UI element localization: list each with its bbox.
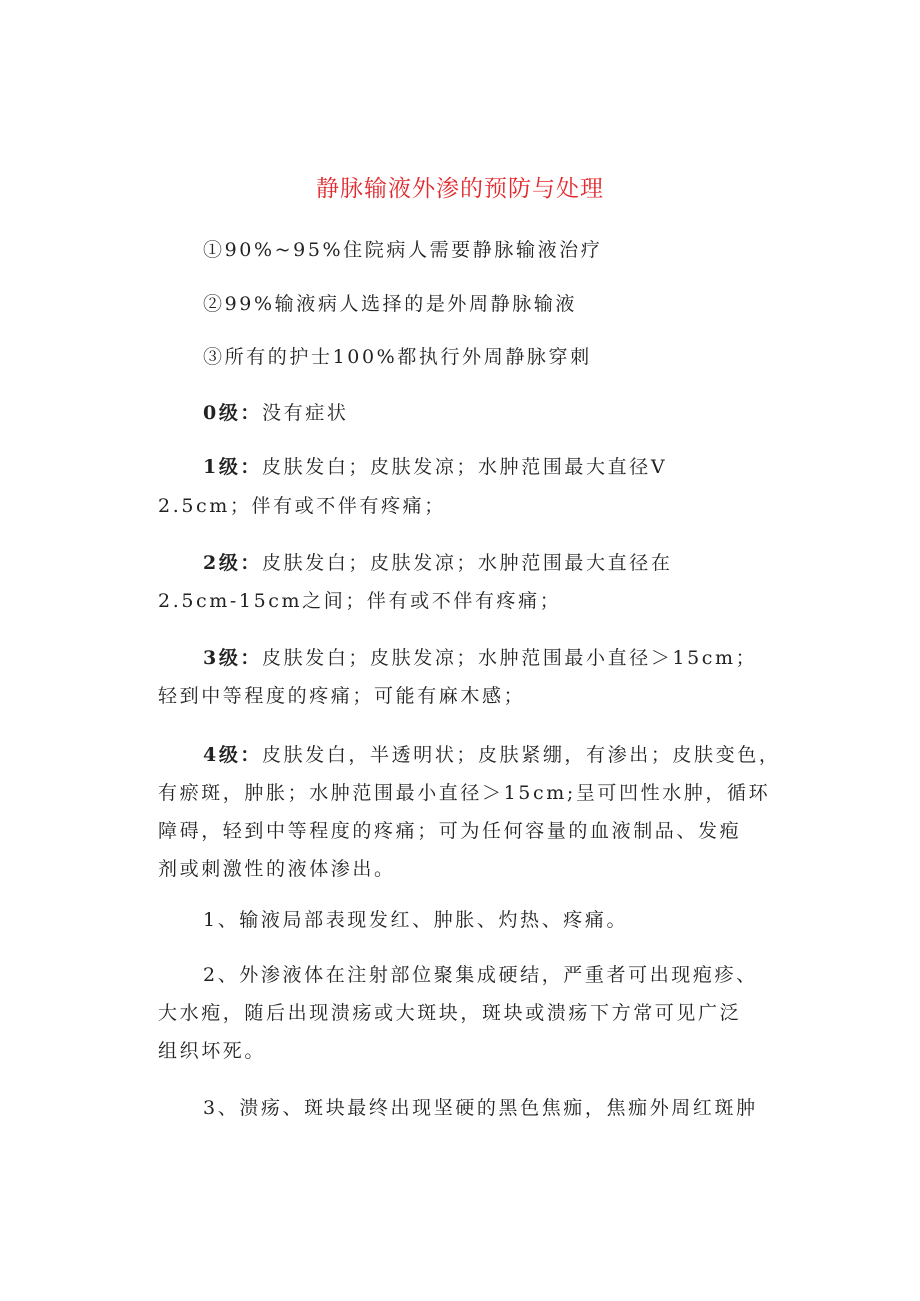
grade-text: 障碍，轻到中等程度的疼痛；可为任何容量的血液制品、发疱	[158, 820, 742, 842]
symptom-line: 2、外渗液体在注射部位聚集成硬结，严重者可出现疱疹、	[203, 964, 758, 986]
symptom-line: 3、溃疡、斑块最终出现坚硬的黑色焦痂，焦痂外周红斑肿	[203, 1097, 758, 1119]
symptom-line: 大水疱，随后出现溃疡或大斑块，斑块或溃疡下方常可见广泛	[158, 1002, 742, 1024]
symptom-line: 组织坏死。	[158, 1040, 267, 1062]
grade-label: 1级：	[203, 456, 263, 478]
grade-text: 没有症状	[262, 402, 349, 424]
grade-text: 轻到中等程度的疼痛；可能有麻木感；	[158, 685, 526, 707]
grade-text: 皮肤发白，半透明状；皮肤紧绷，有渗出；皮肤变色，	[262, 744, 781, 766]
grade-label: 4级：	[203, 744, 263, 766]
grade-label: 0级：	[203, 402, 263, 424]
grade-0	[203, 401, 348, 425]
grade-4	[203, 743, 780, 767]
grade-label: 3级：	[203, 647, 263, 669]
grade-text: 有瘀斑，肿胀；水肿范围最小直径＞15cm;呈可凹性水肿，循环	[158, 782, 771, 804]
stat-line: ②99%输液病人选择的是外周静脉输液	[203, 293, 578, 315]
grade-1	[203, 455, 667, 479]
grade-text: 2.5cm；伴有或不伴有疼痛；	[158, 495, 446, 517]
document-title: 静脉输液外渗的预防与处理	[316, 176, 604, 202]
stat-line: ③所有的护士100%都执行外周静脉穿刺	[203, 346, 592, 368]
grade-text: 皮肤发白；皮肤发凉；水肿范围最大直径在	[262, 552, 673, 574]
grade-3	[203, 646, 757, 670]
symptom-line: 1、输液局部表现发红、肿胀、灼热、疼痛。	[203, 909, 629, 931]
grade-text: 剂或刺激性的液体渗出。	[158, 858, 396, 880]
grade-label: 2级：	[203, 552, 263, 574]
grade-text: 2.5cm-15cm之间；伴有或不伴有疼痛；	[158, 590, 562, 612]
grade-2	[203, 551, 672, 575]
grade-text: 皮肤发白；皮肤发凉；水肿范围最大直径V	[262, 456, 668, 478]
grade-text: 皮肤发白；皮肤发凉；水肿范围最小直径＞15cm；	[262, 647, 758, 669]
stat-line: ①90%~95%住院病人需要静脉输液治疗	[203, 239, 603, 261]
